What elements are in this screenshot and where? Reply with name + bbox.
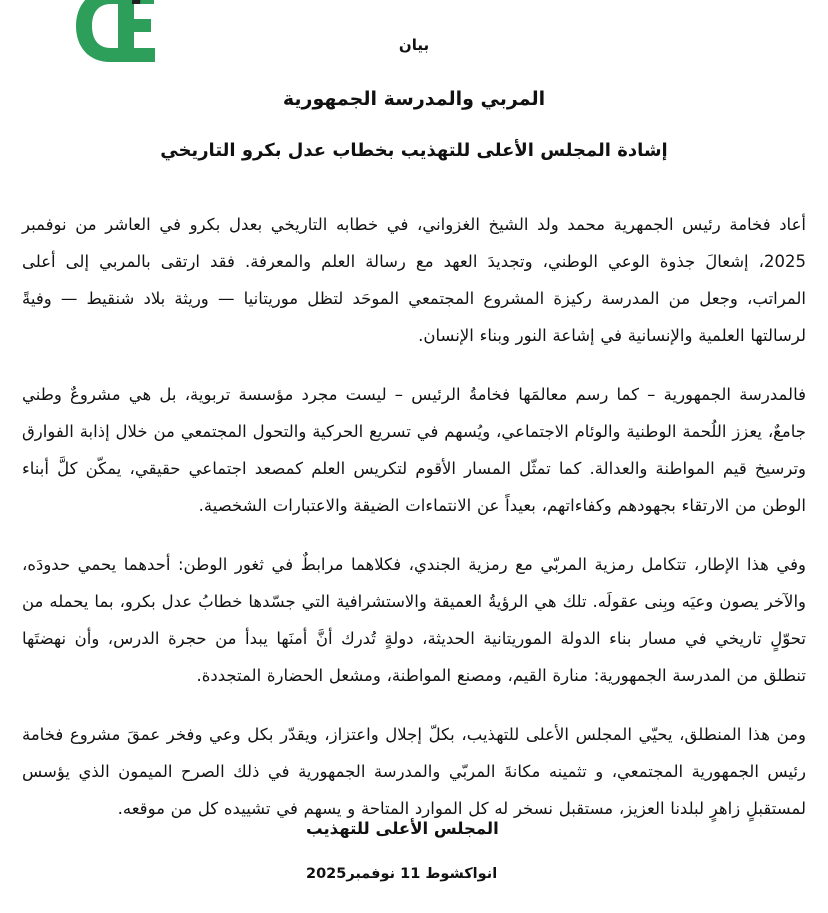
document-subtitle: إشادة المجلس الأعلى للتهذيب بخطاب عدل بكرو التاريخي (160, 139, 668, 161)
body-paragraph: أعاد فخامة رئيس الجمهرية محمد ولد الشيخ الغزواني، في خطابه التاريخي بعدل بكرو في العاشر من نوفمبر 2025، إشعالَ جذوة الوعي الوطني، وتجديدَ العهد مع رسالة العلم والمعرفة. فقد ارتقى بالمربي إلى أعلى المراتب، وجعل من المدرسة ركيزة المشروع المجتمعي الموحَد لتظل موريتانيا — وريثة بلاد شنقيط — وفيةً لرسالتها العلمية والإنسانية في إشاعة النور وبناء الإنسان. (22, 215, 806, 345)
body-paragraph: فالمدرسة الجمهورية – كما رسم معالمَها فخامةُ الرئيس – ليست مجرد مؤسسة تربوية، بل هي مشروعٌ وطني جامعٌ، يعزز اللُحمة الوطنية والوئام الاجتماعي، ويُسهم في تسريع الحركية والتحول المجتمعي من خلال إذابة الفوارق وترسيخ قيم المواطنة والعدالة. كما تمثّل المسار الأقوم لتكريس العلم كمصعد اجتماعي حقيقي، يمكّن كلَّ أبناء الوطن من الارتقاء بجهودهم وكفاءاتهم، بعيداً عن الانتماءات الضيقة والاعتبارات الشخصية. (22, 385, 806, 515)
place-and-date: انواكشوط 11 نوفمبر2025 (306, 866, 498, 883)
body-paragraph: وفي هذا الإطار، تتكامل رمزية المربّي مع رمزية الجندي، فكلاهما مرابطٌ في ثغور الوطن: أحدهما يحمي حدودَه، والآخر يصون وعيَه وبِنى عقولَه. تلك هي الرؤيةُ العميقة والاستشرافية التي جسّدها خطابُ عدل بكرو، بما يحمله من تحوّلٍ تاريخي في مسار بناء الدولة الموريتانية الحديثة، دولةٍ تُدرك أنَّ أمنَها يبدأ من حجرة الدرس، وأن نهضتَها تنطلق من المدرسة الجمهورية: منارة القيم، ومصنع المواطنة، ومشعل الحضارة المتجددة. (22, 555, 806, 685)
document-body (22, 206, 806, 827)
document-title: المربي والمدرسة الجمهورية (282, 88, 546, 110)
body-paragraph: ومن هذا المنطلق، يحيّي المجلس الأعلى للتهذيب، بكلّ إجلال واعتزاز، ويقدّر بكل وعي وفخر عمقَ مشروع فخامة رئيس الجمهورية المجتمعي، و تثمينه مكانةَ المربّي والمدرسة الجمهورية في ذلك الصرح الميمون الذي يؤسس لمستقبلٍ زاهرٍ لبلدنا العزيز، مستقبل نسخر له كل الموارد المتاحة و يسهم في تشييده كل من موقعه. (22, 725, 806, 818)
document-signature (306, 818, 806, 884)
document-header (0, 36, 828, 162)
signing-organization: المجلس الأعلى للتهذيب (306, 819, 499, 838)
document-kicker: بيان (398, 36, 430, 54)
